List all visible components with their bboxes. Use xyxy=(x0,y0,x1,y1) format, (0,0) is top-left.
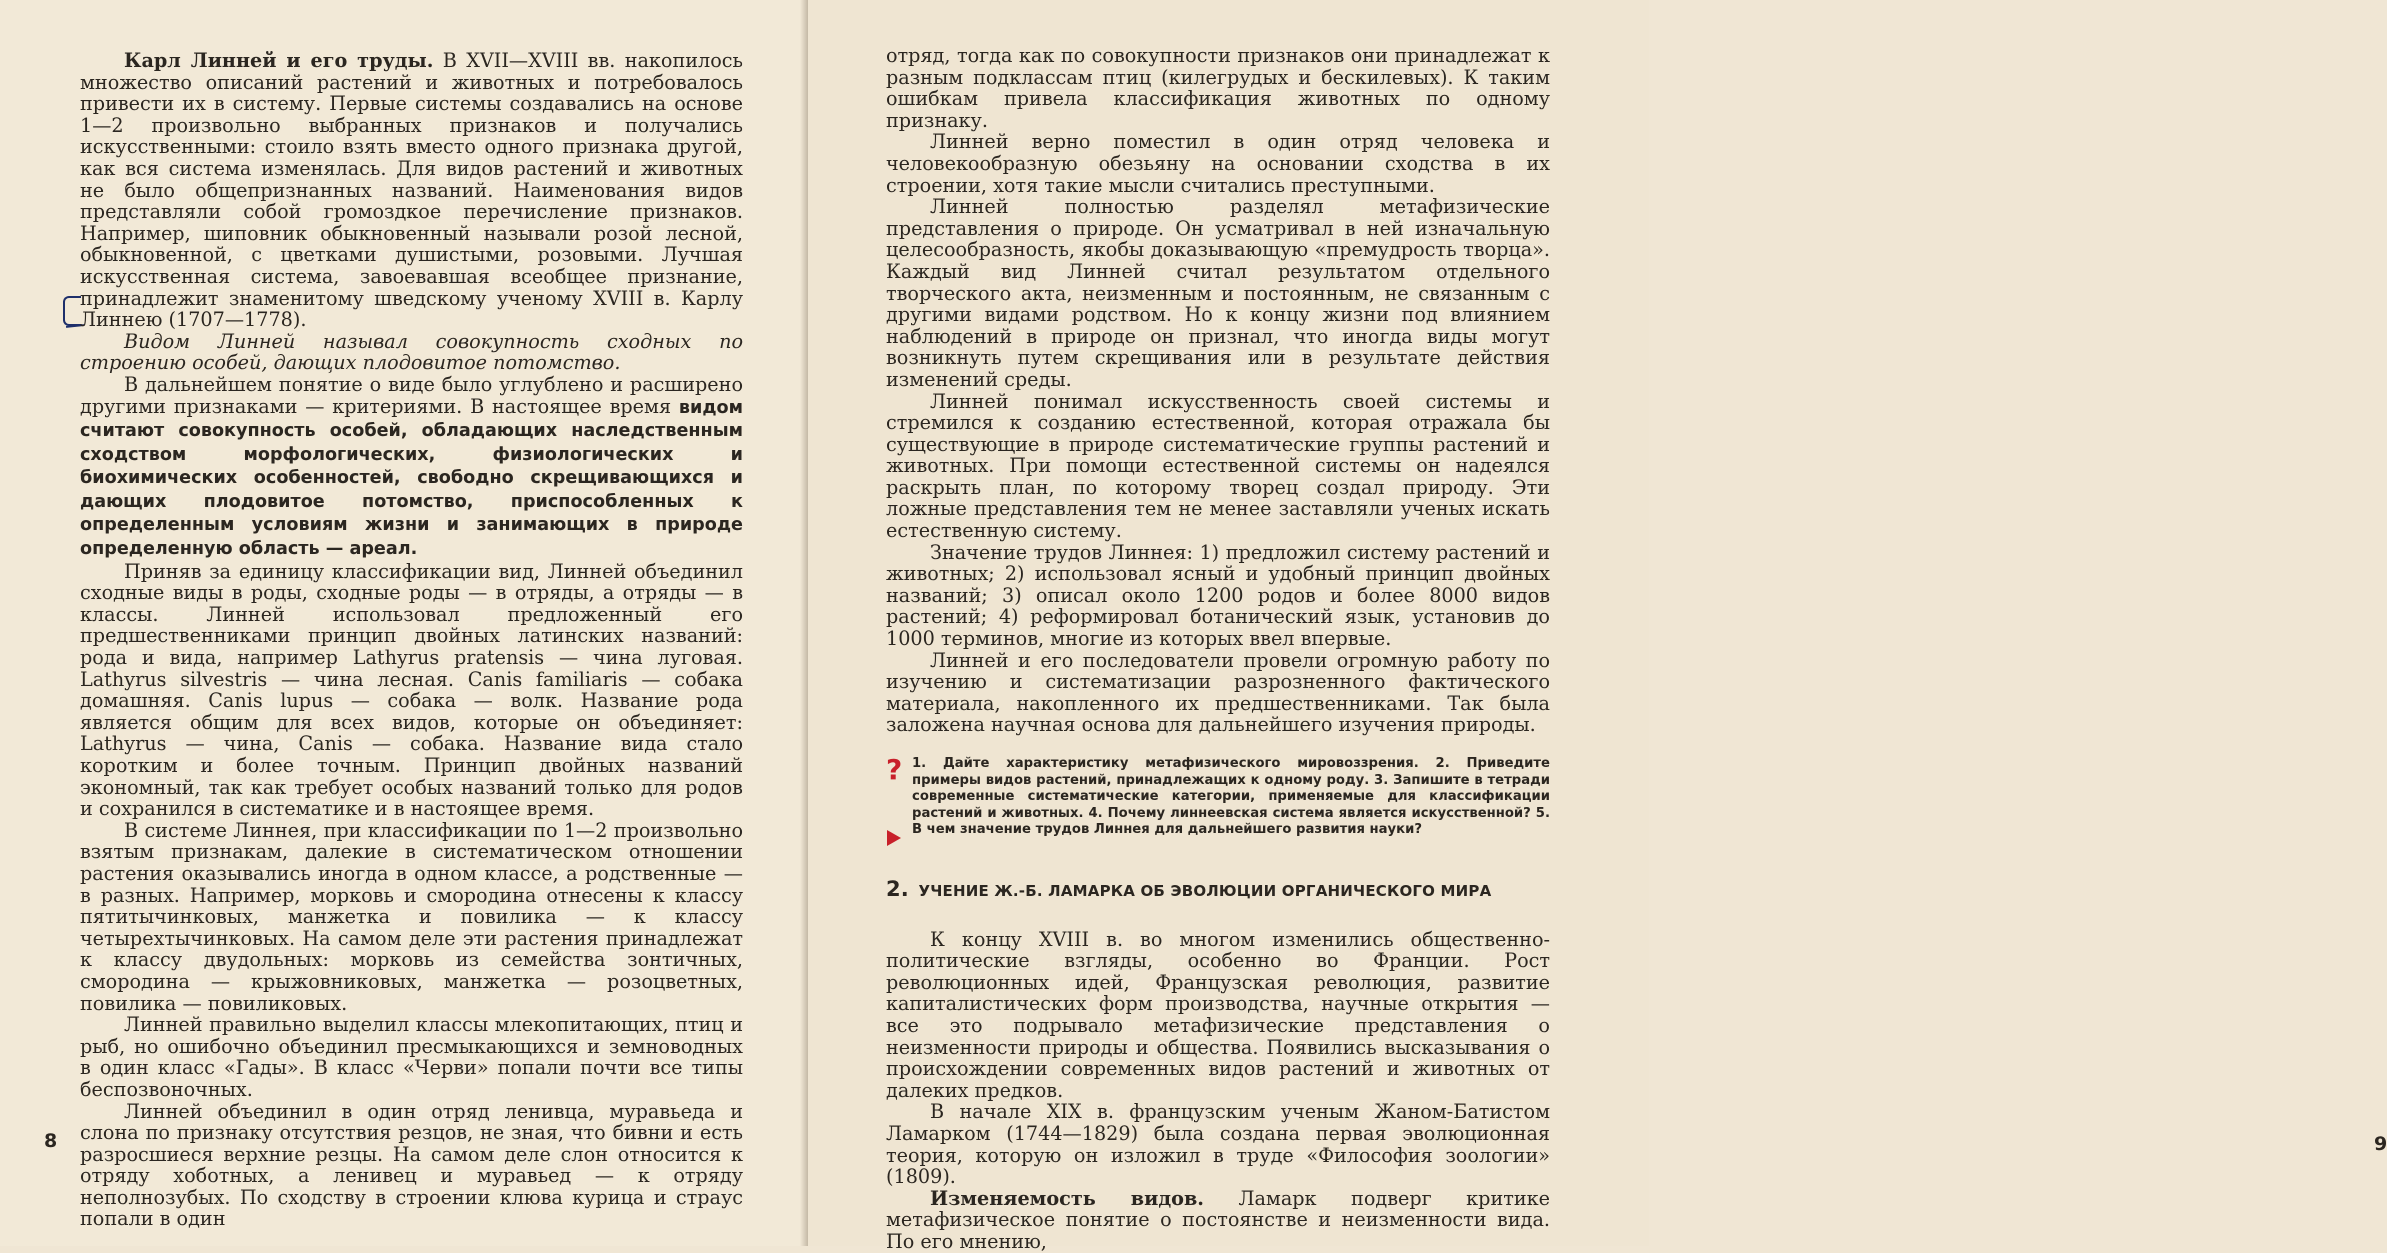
paragraph-classes: Линней правильно выделил классы млекопитающих, птиц и рыб, но ошибочно объединил пресмыкающихся и земноводных в один класс «Гады». В класс «Черви» попали почти все типы беспозвоночных. xyxy=(80,1013,743,1101)
left-page xyxy=(0,0,808,1246)
paragraph-linnaeus-works: Карл Линней и его труды. В XVII—XVIII вв. накопилось множество описаний растений и животных и потребовалось привести их в систему. Первые системы создавались на основе 1—2 произвольно выбранных признаков и получались искусственными: стоило взять вместо одного признака другой, как вся система изменялась. Для видов растений и животных не было общепризнанных названий. Наименования видов представляли собой громоздкое перечисление признаков. Например, шиповник обыкновенный называли розой лесной, обыкновенной, с цветками душистыми, розовыми. Лучшая искусственная система, завоевавшая всеобщее признание, принадлежит знаменитому шведскому ученому XVIII в. Карлу Линнею (1707—1778). xyxy=(80,49,743,332)
right-text-column xyxy=(886,45,1550,1252)
paragraph-metaphysics: Линней полностью разделял метафизические представления о природе. Он усматривал в ней изначальную целесообразность, якобы доказывающую «премудрость творца». Каждый вид Линней считал результатом отдельного творческого акта, неизменным и постоянным, не связанным с другими видами родством. Но к концу жизни под влиянием наблюдений в природе он признал, что иногда виды могут возникнуть путем скрещивания или в результате действия изменений среды. xyxy=(886,195,1550,391)
paragraph-continuation: отряд, тогда как по совокупности признаков они принадлежат к разным подклассам птиц (килегрудых и бескилевых). К таким ошибкам привела классификация животных по одному признаку. xyxy=(886,44,1550,132)
paragraph-classification-errors: В системе Линнея, при классификации по 1—2 произвольно взятым признакам, далекие в систематическом отношении растения оказывались иногда в одном классе, а родственные — в разных. Например, морковь и смородина отнесены к классу пятитычинковых, манжетка и повилика — к классу четырехтычинковых. На самом деле эти растения принадлежат к классу двудольных: морковь из семейства зонтичных, смородина — крыжовниковых, манжетка — розоцветных, повилика — повиликовых. xyxy=(80,818,743,1015)
question-mark-icon: ? xyxy=(886,753,903,786)
run-in-heading: Карл Линней и его труды. xyxy=(124,49,434,72)
paragraph-orders: Линней объединил в один отряд ленивца, муравьеда и слона по признаку отсутствия резцов, не зная, что бивни и есть разросшиеся верхние резцы. На самом деле слон относится к отряду хоботных, а ленивец и муравьед — к отряду неполнозубых. По сходству в строении клюва курица и страус попали в один xyxy=(80,1099,743,1231)
paragraph-natural-system: Линней понимал искусственность своей системы и стремился к созданию естественной, которая отражала бы существующие в природе систематические группы растений и животных. При помощи естественной системы он надеялся раскрыть план, по которому творец создал природу. Эти ложные представления тем не менее заставляли ученых искать естественную систему. xyxy=(886,389,1550,543)
questions-text: 1. Дайте характеристику метафизического мировоззрения. 2. Приведите примеры видов растений, принадлежащих к одному роду. 3. Запишите в тетради современные систематические категории, применяемые для классификации растений и животных. 4. Почему линнеевская система является искусственной? 5. В чем значение трудов Линнея для дальнейшего развития науки? xyxy=(912,756,1550,838)
paragraph-binomial-names: Приняв за единицу классификации вид, Линней объединил сходные виды в роды, сходные роды — в отряды, а отряды — в классы. Линней использовал предложенный его предшественниками принцип двойных латинских названий: рода и вида, например Lathyrus pratensis — чина луговая. Lathyrus silvestris — чина лесная. Canis familiaris — собака домашняя. Canis lupus — собака — волк. Название рода является общим для всех видов, которые он объединяет: Lathyrus — чина, Canis — собака. Название вида стало коротким и более точным. Принцип двойных названий экономный, так как требует особых названий только для родов и сохранился в систематике и в настоящее время. xyxy=(80,559,743,821)
paragraph-variability: Изменяемость видов. Ламарк подверг критике метафизическое понятие о постоянстве и неизменности вида. По его мнению, xyxy=(886,1186,1550,1253)
section-heading xyxy=(886,876,1550,903)
page-number-right: 9 xyxy=(2374,1133,2387,1155)
review-questions xyxy=(886,753,1550,839)
left-text-column xyxy=(80,50,743,1230)
paragraph-modern-species: В дальнейшем понятие о виде было углублено и расширено другими признаками — критериями. В настоящее время видом считают совокупность особей, обладающих наследственным сходством морфологических, физиологических и биохимических особенностей, свободно скрещивающихся и дающих плодовитое потомство, приспособленных к определенным условиям жизни и занимающих в природе определенную область — ареал. xyxy=(80,372,743,560)
paragraph-lamarck-theory: В начале XIX в. французским ученым Жаном-Батистом Ламарком (1744—1829) была создана первая эволюционная теория, которую он изложил в труде «Философия зоологии» (1809). xyxy=(886,1100,1550,1189)
linnaeus-species-definition: Видом Линней называл совокупность сходных по строению особей, дающих плодовитое потомство. xyxy=(80,329,743,375)
handwritten-bracket-mark xyxy=(63,296,81,326)
section-number: 2. xyxy=(886,876,909,901)
paragraph-followers: Линней и его последователи провели огромную работу по изучению и систематизации разрозненного фактического материала, накопленного их предшественниками. Так была заложена научная основа для дальнейшего изучения природы. xyxy=(886,648,1550,737)
paragraph-significance: Значение трудов Линнея: 1) предложил систему растений и животных; 2) использовал ясный и удобный принцип двойных названий; 3) описал около 1200 родов и более 8000 видов растений; 4) реформировал ботанический язык, установив до 1000 терминов, многие из которых ввел впервые. xyxy=(886,540,1550,651)
paragraph-human-primates: Линней верно поместил в один отряд человека и человекообразную обезьяну на основании сходства в их строении, хотя такие мысли считались преступными. xyxy=(886,130,1550,197)
run-in-heading-variability: Изменяемость видов. xyxy=(930,1186,1204,1210)
paragraph-18th-century: К концу XVIII в. во многом изменились общественно-политические взгляды, особенно во Франции. Рост революционных идей, Французская революция, развитие капиталистических форм производства, научные открытия — все это подрывало метафизические представления о неизменности природы и общества. Появились высказывания о происхождении современных видов растений и животных от далеких предков. xyxy=(886,927,1550,1102)
modern-species-definition: видом считают совокупность особей, обладающих наследственным сходством морфологических, физиологических и биохимических особенностей, свободно скрещивающихся и дающих плодовитое потомство, приспособленных к определенным условиям жизни и занимающих в природе определенную область — ареал. xyxy=(80,397,743,560)
page-number-left: 8 xyxy=(44,1130,58,1152)
section-title: УЧЕНИЕ Ж.-Б. ЛАМАРКА ОБ ЭВОЛЮЦИИ ОРГАНИЧЕСКОГО МИРА xyxy=(918,881,1492,900)
triangle-arrow-icon xyxy=(887,830,901,846)
